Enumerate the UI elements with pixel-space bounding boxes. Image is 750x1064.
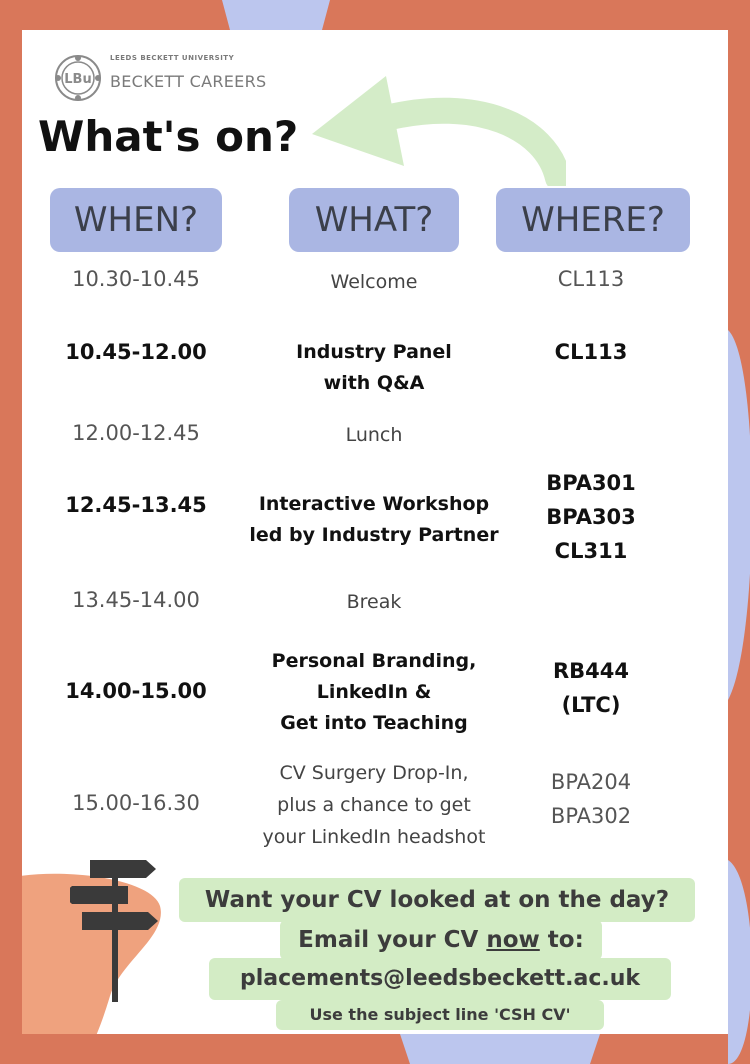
crest-monogram: LBu bbox=[64, 72, 92, 87]
row-activity-line: your LinkedIn headshot bbox=[262, 826, 486, 848]
row-activity-line: Break bbox=[346, 591, 402, 613]
row-time: 15.00-16.30 bbox=[72, 791, 200, 815]
cta-email-suffix: to: bbox=[539, 927, 584, 953]
row-time: 10.30-10.45 bbox=[72, 267, 200, 291]
row-place-line: (LTC) bbox=[561, 693, 621, 717]
header-what: WHAT? bbox=[289, 188, 459, 252]
row-time: 13.45-14.00 bbox=[72, 588, 200, 612]
row-activity-line: CV Surgery Drop-In, bbox=[279, 762, 469, 784]
row-activity-line: LinkedIn & bbox=[316, 681, 432, 703]
row-time: 12.45-13.45 bbox=[65, 493, 207, 517]
university-crest-icon bbox=[54, 54, 102, 102]
row-activity-line: Interactive Workshop bbox=[258, 493, 490, 515]
page-title: What's on? bbox=[38, 112, 299, 161]
department-name: BECKETT CAREERS bbox=[110, 72, 267, 91]
row-place-line: RB444 bbox=[552, 659, 629, 683]
row-time: 14.00-15.00 bbox=[65, 679, 207, 703]
row-time: 12.00-12.45 bbox=[72, 421, 200, 445]
cta-email-instruction bbox=[280, 920, 602, 960]
curved-arrow-icon bbox=[306, 66, 566, 186]
poster-card bbox=[22, 30, 728, 1034]
row-place-line: CL113 bbox=[557, 267, 625, 291]
row-activity-line: with Q&A bbox=[323, 372, 425, 394]
cta-subject-note: Use the subject line 'CSH CV' bbox=[276, 1000, 604, 1030]
cta-now-emphasis: now bbox=[486, 927, 540, 953]
row-place-line: BPA204 bbox=[550, 770, 632, 794]
cta-email-address[interactable]: placements@leedsbeckett.ac.uk bbox=[209, 958, 671, 1000]
university-name: LEEDS BECKETT UNIVERSITY bbox=[110, 54, 235, 62]
cta-headline: Want your CV looked at on the day? bbox=[179, 878, 695, 922]
row-activity-line: Lunch bbox=[345, 424, 403, 446]
row-activity-line: Welcome bbox=[330, 271, 418, 293]
signpost-icon bbox=[70, 856, 170, 1006]
row-place-line: BPA302 bbox=[550, 804, 632, 828]
row-place-line: BPA303 bbox=[546, 505, 636, 529]
row-place-line: CL113 bbox=[554, 340, 628, 364]
row-place-line: CL311 bbox=[554, 539, 628, 563]
row-time: 10.45-12.00 bbox=[65, 340, 207, 364]
row-activity-line: led by Industry Partner bbox=[249, 524, 499, 546]
row-activity-line: Get into Teaching bbox=[280, 712, 468, 734]
row-place-line: BPA301 bbox=[546, 471, 636, 495]
row-activity-line: Personal Branding, bbox=[271, 650, 477, 672]
cta-email-prefix: Email your CV bbox=[298, 927, 487, 953]
header-when: WHEN? bbox=[50, 188, 222, 252]
header-where: WHERE? bbox=[496, 188, 690, 252]
row-activity-line: plus a chance to get bbox=[277, 794, 471, 816]
row-activity-line: Industry Panel bbox=[296, 341, 452, 363]
